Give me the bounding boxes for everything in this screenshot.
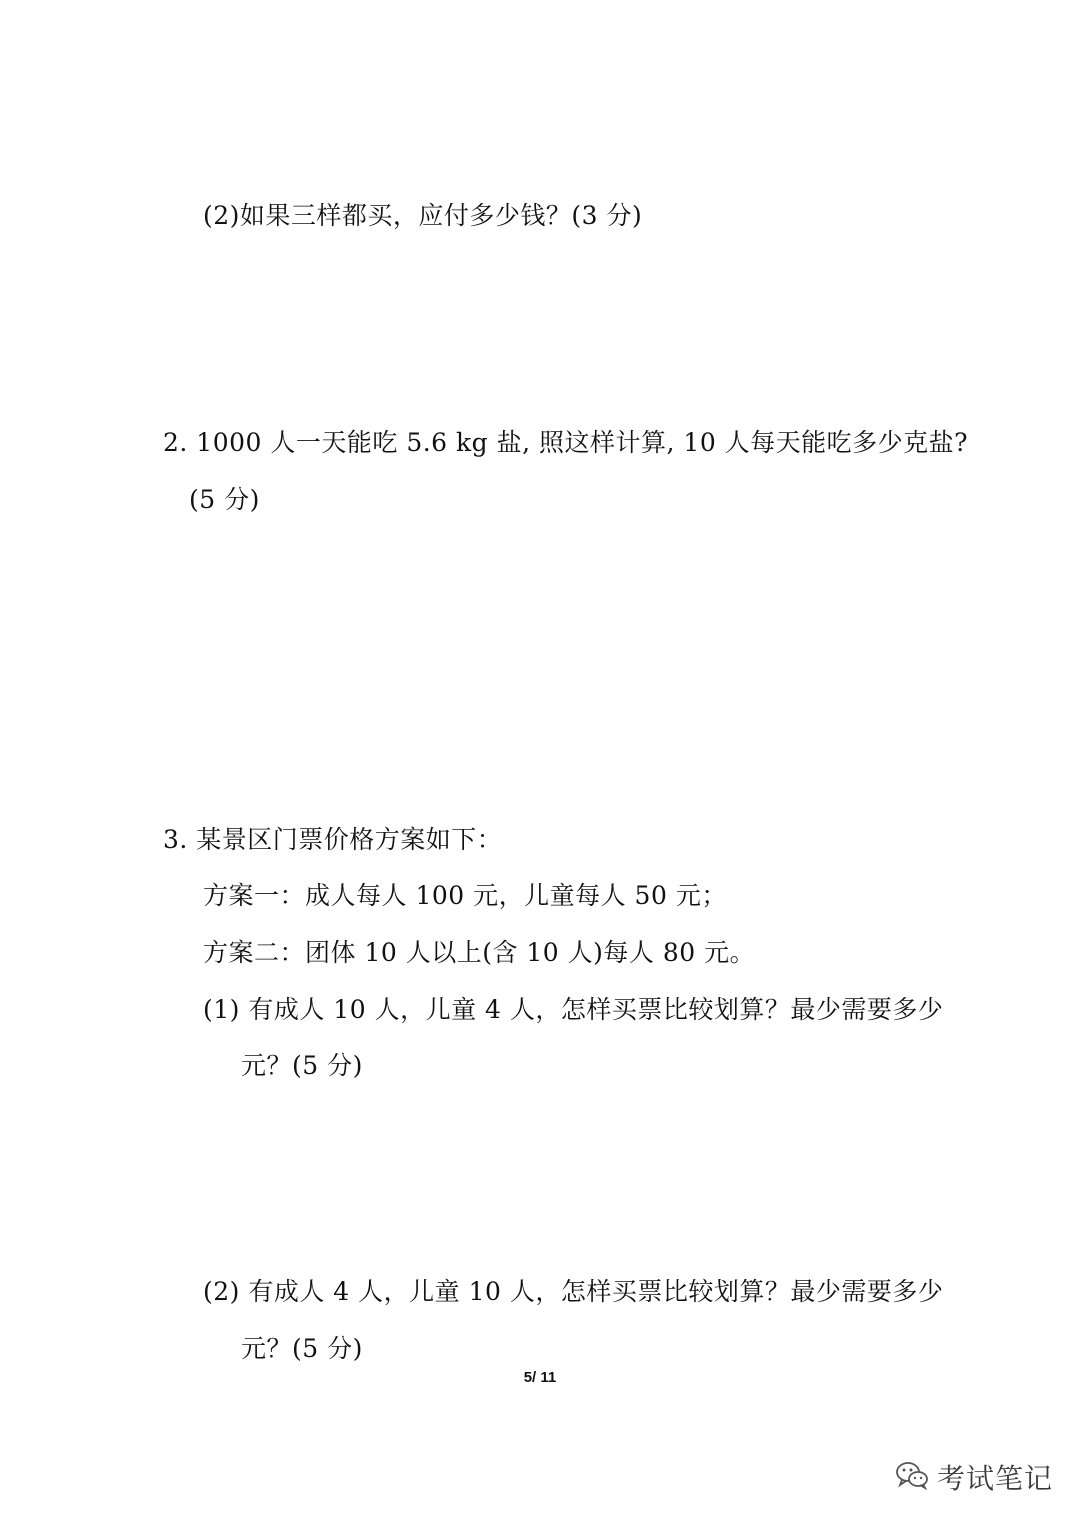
question-3-intro: 3. 某景区门票价格方案如下： bbox=[163, 825, 503, 854]
question-3-plan-2: 方案二：团体 10 人以上(含 10 人)每人 80 元。 bbox=[203, 938, 756, 967]
question-3-part-2: (2) 有成人 4 人，儿童 10 人，怎样买票比较划算？最少需要多少 bbox=[203, 1277, 944, 1306]
question-3-part-1-continued: 元？(5 分) bbox=[241, 1051, 363, 1080]
watermark bbox=[895, 1455, 1053, 1499]
question-3-part-2-continued: 元？(5 分) bbox=[241, 1334, 363, 1363]
question-2-score: (5 分) bbox=[189, 485, 260, 514]
question-3-part-1: (1) 有成人 10 人，儿童 4 人，怎样买票比较划算？最少需要多少 bbox=[203, 995, 944, 1024]
page-number: 5/ 11 bbox=[523, 1369, 557, 1386]
watermark-text: 考试笔记 bbox=[937, 1462, 1054, 1495]
question-2-text: 2. 1000 人一天能吃 5.6 kg 盐, 照这样计算, 10 人每天能吃多少克盐? bbox=[163, 428, 969, 457]
question-3-plan-1: 方案一：成人每人 100 元，儿童每人 50 元； bbox=[203, 881, 727, 910]
question-1-part-2: (2)如果三样都买，应付多少钱？(3 分) bbox=[203, 201, 643, 230]
wechat-icon bbox=[895, 1460, 929, 1494]
